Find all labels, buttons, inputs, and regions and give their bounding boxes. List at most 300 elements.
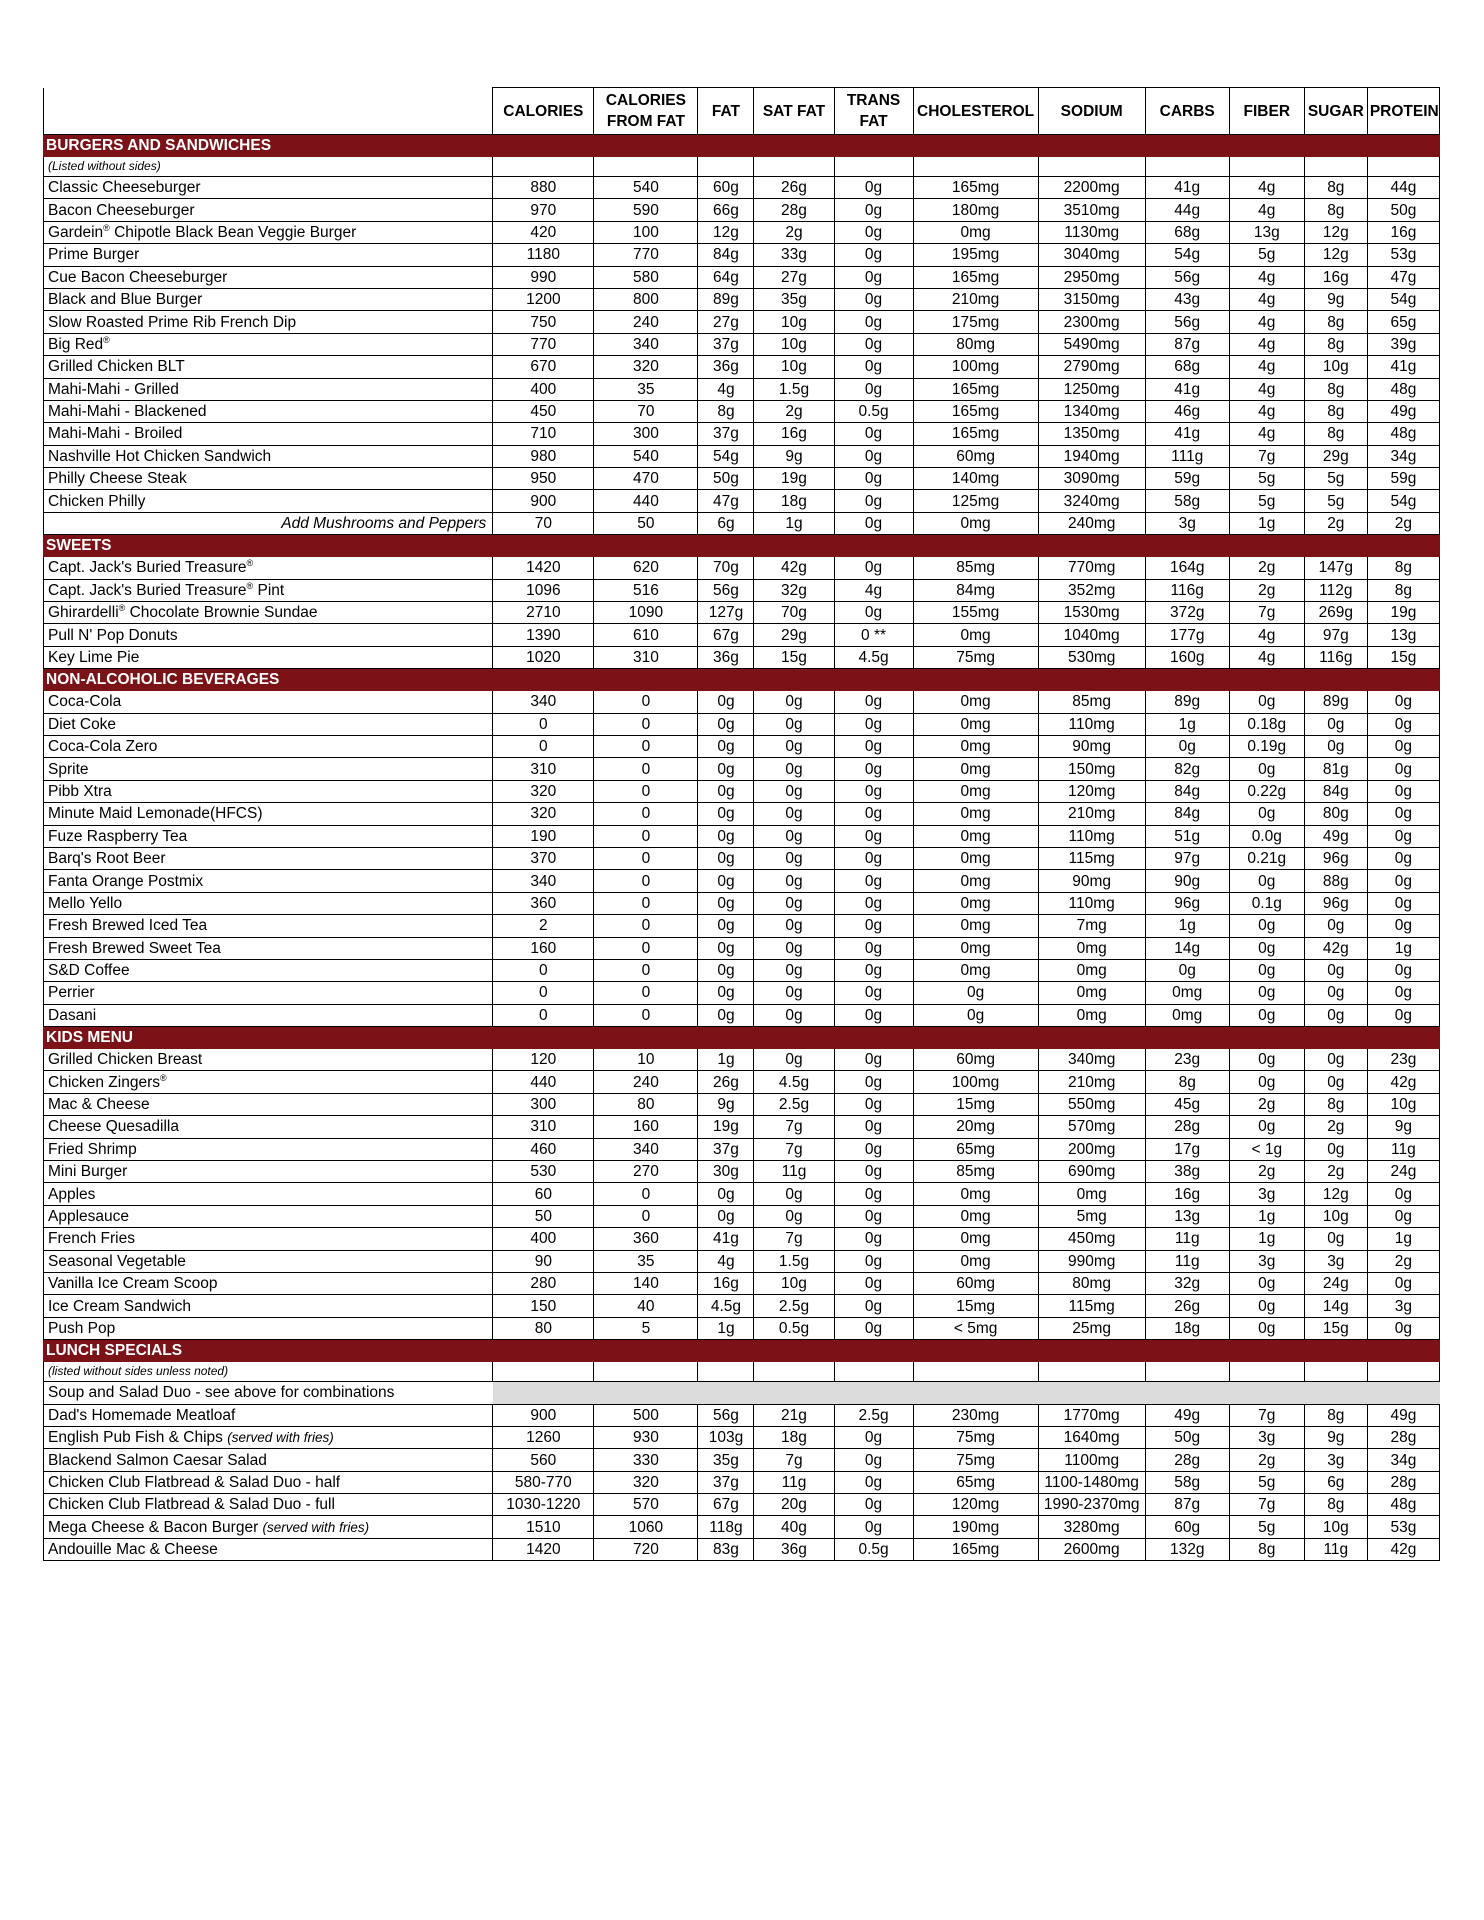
cell-sat-fat: 0g <box>754 803 834 825</box>
item-name-suffix: Chocolate Brownie Sundae <box>125 604 318 622</box>
cell-carbs: 160g <box>1145 646 1229 668</box>
cell-sat-fat: 10g <box>754 1272 834 1294</box>
empty-cell <box>834 157 913 177</box>
section-title: KIDS MENU <box>44 1027 1440 1049</box>
cell-fat: 0g <box>698 1004 754 1026</box>
cell-calories-from-fat: 1060 <box>594 1516 698 1538</box>
item-name-text: Bacon Cheeseburger <box>48 201 195 219</box>
cell-sodium: 2790mg <box>1038 356 1145 378</box>
item-name-text: Black and Blue Burger <box>48 291 203 309</box>
cell-carbs: 111g <box>1145 445 1229 467</box>
cell-calories-from-fat: 610 <box>594 624 698 646</box>
cell-sat-fat: 0.5g <box>754 1317 834 1339</box>
cell-calories-from-fat: 770 <box>594 244 698 266</box>
cell-fiber: 0g <box>1229 1004 1304 1026</box>
cell-cholesterol: 0mg <box>913 825 1038 847</box>
cell-calories-from-fat: 0 <box>594 735 698 757</box>
cell-carbs: 116g <box>1145 579 1229 601</box>
cell-trans-fat: 0g <box>834 602 913 624</box>
cell-trans-fat: 0g <box>834 758 913 780</box>
cell-sugar: 3g <box>1304 1449 1367 1471</box>
cell-sodium: 115mg <box>1038 1295 1145 1317</box>
item-name <box>44 982 493 1004</box>
header-trans-fat: TRANS FAT <box>834 88 913 135</box>
item-name <box>44 1138 493 1160</box>
cell-calories-from-fat: 320 <box>594 356 698 378</box>
cell-cholesterol: 65mg <box>913 1471 1038 1493</box>
cell-calories-from-fat: 0 <box>594 870 698 892</box>
cell-calories: 770 <box>493 333 594 355</box>
cell-calories: 320 <box>493 803 594 825</box>
item-name-text: Chicken Club Flatbread & Salad Duo - half <box>48 1473 341 1491</box>
cell-fat: 37g <box>698 1471 754 1493</box>
empty-cell <box>913 1362 1038 1382</box>
cell-protein: 0g <box>1367 825 1439 847</box>
cell-fat: 0g <box>698 982 754 1004</box>
cell-calories-from-fat: 50 <box>594 512 698 534</box>
item-name-text: French Fries <box>48 1230 135 1248</box>
item-name-text: Fresh Brewed Iced Tea <box>48 917 208 935</box>
cell-carbs: 89g <box>1145 691 1229 713</box>
cell-sat-fat: 2g <box>754 400 834 422</box>
cell-sugar: 8g <box>1304 400 1367 422</box>
cell-sodium: 1940mg <box>1038 445 1145 467</box>
cell-calories: 1420 <box>493 1538 594 1560</box>
cell-fat: 83g <box>698 1538 754 1560</box>
cell-protein: 50g <box>1367 199 1439 221</box>
cell-sodium: 0mg <box>1038 1183 1145 1205</box>
cell-sugar: 8g <box>1304 311 1367 333</box>
cell-fiber: < 1g <box>1229 1138 1304 1160</box>
section-note-row <box>44 157 1440 177</box>
cell-carbs: 87g <box>1145 333 1229 355</box>
cell-fiber: 5g <box>1229 1516 1304 1538</box>
cell-fat: 0g <box>698 691 754 713</box>
cell-calories-from-fat: 540 <box>594 177 698 199</box>
cell-calories: 440 <box>493 1071 594 1093</box>
header-calories-from-fat: CALORIES FROM FAT <box>594 88 698 135</box>
cell-trans-fat: 0g <box>834 1161 913 1183</box>
cell-carbs: 1g <box>1145 915 1229 937</box>
cell-sat-fat: 1.5g <box>754 1250 834 1272</box>
item-name-text: Cheese Quesadilla <box>48 1118 179 1136</box>
cell-calories: 880 <box>493 177 594 199</box>
item-name <box>44 780 493 802</box>
cell-cholesterol: 165mg <box>913 378 1038 400</box>
cell-fiber: 5g <box>1229 490 1304 512</box>
cell-fiber: 0g <box>1229 1116 1304 1138</box>
cell-sat-fat: 29g <box>754 624 834 646</box>
table-row <box>44 1071 1440 1093</box>
cell-sugar: 8g <box>1304 199 1367 221</box>
cell-protein: 13g <box>1367 624 1439 646</box>
cell-calories: 1390 <box>493 624 594 646</box>
section-header-row <box>44 1027 1440 1049</box>
cell-cholesterol: 60mg <box>913 445 1038 467</box>
item-name-text: Key Lime Pie <box>48 649 140 666</box>
cell-trans-fat: 0g <box>834 311 913 333</box>
cell-sodium: 1100-1480mg <box>1038 1471 1145 1493</box>
cell-sodium: 0mg <box>1038 982 1145 1004</box>
cell-trans-fat: 0g <box>834 288 913 310</box>
cell-fiber: 0g <box>1229 758 1304 780</box>
cell-calories-from-fat: 0 <box>594 892 698 914</box>
cell-protein: 0g <box>1367 758 1439 780</box>
item-name <box>44 892 493 914</box>
table-row <box>44 1516 1440 1538</box>
cell-sodium: 0mg <box>1038 937 1145 959</box>
table-row <box>44 1004 1440 1026</box>
table-row <box>44 892 1440 914</box>
cell-fiber: 13g <box>1229 221 1304 243</box>
cell-calories-from-fat: 930 <box>594 1426 698 1448</box>
cell-fat: 12g <box>698 221 754 243</box>
cell-trans-fat: 4g <box>834 579 913 601</box>
cell-calories-from-fat: 0 <box>594 803 698 825</box>
cell-protein: 0g <box>1367 847 1439 869</box>
cell-carbs: 14g <box>1145 937 1229 959</box>
table-row <box>44 915 1440 937</box>
cell-trans-fat: 0g <box>834 803 913 825</box>
cell-fat: 41g <box>698 1228 754 1250</box>
item-name-text: Vanilla Ice Cream Scoop <box>48 1275 218 1293</box>
header-protein: PROTEIN <box>1367 88 1439 135</box>
item-name-note: (served with fries) <box>262 1519 370 1535</box>
cell-sodium: 240mg <box>1038 512 1145 534</box>
cell-sat-fat: 11g <box>754 1161 834 1183</box>
item-name-text: Philly Cheese Steak <box>48 470 187 488</box>
cell-calories-from-fat: 340 <box>594 1138 698 1160</box>
cell-fat: 0g <box>698 915 754 937</box>
empty-cell <box>594 157 698 177</box>
registered-mark: ® <box>246 580 254 591</box>
registered-mark: ® <box>160 1072 167 1083</box>
item-name <box>44 378 493 400</box>
item-name <box>44 445 493 467</box>
cell-fiber: 4g <box>1229 177 1304 199</box>
cell-cholesterol: 60mg <box>913 1272 1038 1294</box>
cell-sat-fat: 0g <box>754 1183 834 1205</box>
cell-fat: 0g <box>698 780 754 802</box>
cell-protein: 1g <box>1367 1228 1439 1250</box>
cell-cholesterol: 0mg <box>913 892 1038 914</box>
cell-sugar: 97g <box>1304 624 1367 646</box>
cell-cholesterol: 165mg <box>913 266 1038 288</box>
cell-calories-from-fat: 1090 <box>594 602 698 624</box>
cell-sodium: 90mg <box>1038 735 1145 757</box>
cell-cholesterol: 0mg <box>913 1228 1038 1250</box>
cell-protein: 54g <box>1367 490 1439 512</box>
cell-sugar: 49g <box>1304 825 1367 847</box>
cell-fiber: 4g <box>1229 624 1304 646</box>
cell-sugar: 6g <box>1304 1471 1367 1493</box>
cell-calories-from-fat: 160 <box>594 1116 698 1138</box>
cell-carbs: 51g <box>1145 825 1229 847</box>
cell-calories-from-fat: 0 <box>594 959 698 981</box>
cell-fiber: 0g <box>1229 915 1304 937</box>
cell-protein: 0g <box>1367 915 1439 937</box>
cell-fat: 37g <box>698 1138 754 1160</box>
cell-calories: 0 <box>493 713 594 735</box>
cell-cholesterol: 75mg <box>913 1426 1038 1448</box>
cell-sat-fat: 7g <box>754 1138 834 1160</box>
cell-sat-fat: 11g <box>754 1471 834 1493</box>
cell-trans-fat: 0g <box>834 378 913 400</box>
item-name <box>44 400 493 422</box>
item-name <box>44 221 493 243</box>
cell-carbs: 28g <box>1145 1116 1229 1138</box>
cell-calories: 980 <box>493 445 594 467</box>
cell-fiber: 4g <box>1229 356 1304 378</box>
cell-sugar: 8g <box>1304 177 1367 199</box>
cell-calories-from-fat: 240 <box>594 311 698 333</box>
cell-trans-fat: 0g <box>834 959 913 981</box>
section-title: BURGERS AND SANDWICHES <box>44 135 1440 157</box>
cell-sat-fat: 10g <box>754 356 834 378</box>
cell-fat: 103g <box>698 1426 754 1448</box>
cell-protein: 48g <box>1367 423 1439 445</box>
cell-fiber: 0g <box>1229 937 1304 959</box>
empty-cell <box>834 1362 913 1382</box>
table-row <box>44 870 1440 892</box>
cell-carbs: 41g <box>1145 423 1229 445</box>
cell-calories-from-fat: 0 <box>594 713 698 735</box>
cell-fat: 89g <box>698 288 754 310</box>
cell-sodium: 1040mg <box>1038 624 1145 646</box>
cell-sugar: 0g <box>1304 1138 1367 1160</box>
cell-protein: 34g <box>1367 445 1439 467</box>
item-name <box>44 1093 493 1115</box>
item-name <box>44 1295 493 1317</box>
item-name-text: Big Red <box>48 335 104 353</box>
item-name <box>44 1494 493 1516</box>
cell-calories: 560 <box>493 1449 594 1471</box>
registered-mark: ® <box>118 603 126 614</box>
cell-fat: 0g <box>698 825 754 847</box>
item-name-text: Mac & Cheese <box>48 1096 150 1114</box>
cell-fat: 4.5g <box>698 1295 754 1317</box>
table-body <box>44 135 1440 1561</box>
cell-protein: 39g <box>1367 333 1439 355</box>
table-row <box>44 221 1440 243</box>
cell-protein: 8g <box>1367 557 1439 579</box>
cell-calories-from-fat: 0 <box>594 915 698 937</box>
table-row <box>44 244 1440 266</box>
cell-sugar: 147g <box>1304 557 1367 579</box>
item-name <box>44 423 493 445</box>
cell-calories-from-fat: 0 <box>594 1205 698 1227</box>
cell-trans-fat: 0g <box>834 1471 913 1493</box>
item-name-text: Slow Roasted Prime Rib French Dip <box>48 313 297 331</box>
cell-sat-fat: 70g <box>754 602 834 624</box>
item-name-text: Classic Cheeseburger <box>48 179 201 197</box>
cell-sugar: 12g <box>1304 244 1367 266</box>
cell-fiber: 0.22g <box>1229 780 1304 802</box>
cell-sugar: 2g <box>1304 1116 1367 1138</box>
cell-sodium: 3150mg <box>1038 288 1145 310</box>
item-name <box>44 288 493 310</box>
cell-sodium: 1340mg <box>1038 400 1145 422</box>
cell-sat-fat: 26g <box>754 177 834 199</box>
cell-trans-fat: 0.5g <box>834 400 913 422</box>
registered-mark: ® <box>246 558 254 569</box>
cell-fiber: 4g <box>1229 288 1304 310</box>
cell-trans-fat: 0g <box>834 1228 913 1250</box>
cell-sodium: 25mg <box>1038 1317 1145 1339</box>
cell-sodium: 1990-2370mg <box>1038 1494 1145 1516</box>
cell-sat-fat: 40g <box>754 1516 834 1538</box>
cell-carbs: 54g <box>1145 244 1229 266</box>
cell-calories-from-fat: 140 <box>594 1272 698 1294</box>
cell-calories: 150 <box>493 1295 594 1317</box>
cell-protein: 0g <box>1367 780 1439 802</box>
table-row <box>44 1228 1440 1250</box>
cell-carbs: 0g <box>1145 735 1229 757</box>
cell-sat-fat: 18g <box>754 1426 834 1448</box>
item-name-text: Mahi-Mahi - Blackened <box>48 403 207 421</box>
empty-cell <box>754 1362 834 1382</box>
item-name <box>44 735 493 757</box>
cell-fiber: 0.0g <box>1229 825 1304 847</box>
item-name-suffix: Pint <box>253 581 285 599</box>
cell-sodium: 2600mg <box>1038 1538 1145 1560</box>
cell-calories-from-fat: 470 <box>594 468 698 490</box>
cell-sodium: 80mg <box>1038 1272 1145 1294</box>
cell-fiber: 4g <box>1229 333 1304 355</box>
cell-carbs: 0mg <box>1145 1004 1229 1026</box>
table-row <box>44 423 1440 445</box>
table-row <box>44 445 1440 467</box>
cell-protein: 11g <box>1367 1138 1439 1160</box>
cell-calories: 90 <box>493 1250 594 1272</box>
cell-protein: 0g <box>1367 735 1439 757</box>
header-cholesterol: CHOLESTEROL <box>913 88 1038 135</box>
cell-protein: 19g <box>1367 602 1439 624</box>
cell-calories: 1260 <box>493 1426 594 1448</box>
cell-sugar: 10g <box>1304 356 1367 378</box>
empty-cell <box>1229 1362 1304 1382</box>
cell-trans-fat: 0g <box>834 780 913 802</box>
item-name-text: Diet Coke <box>48 715 117 733</box>
empty-cell <box>1367 157 1439 177</box>
cell-fat: 0g <box>698 803 754 825</box>
cell-sat-fat: 4.5g <box>754 1071 834 1093</box>
item-name-text: Barq's Root Beer <box>48 850 166 868</box>
cell-protein: 24g <box>1367 1161 1439 1183</box>
item-name <box>44 1205 493 1227</box>
cell-sugar: 29g <box>1304 445 1367 467</box>
cell-sat-fat: 1.5g <box>754 378 834 400</box>
cell-calories: 320 <box>493 780 594 802</box>
cell-sugar: 8g <box>1304 1404 1367 1426</box>
cell-calories-from-fat: 516 <box>594 579 698 601</box>
cell-fat: 56g <box>698 579 754 601</box>
cell-calories: 670 <box>493 356 594 378</box>
cell-fat: 64g <box>698 266 754 288</box>
cell-calories-from-fat: 580 <box>594 266 698 288</box>
cell-trans-fat: 0g <box>834 177 913 199</box>
cell-calories-from-fat: 540 <box>594 445 698 467</box>
cell-sodium: 210mg <box>1038 803 1145 825</box>
cell-fiber: 0g <box>1229 870 1304 892</box>
cell-protein: 2g <box>1367 1250 1439 1272</box>
header-calories: CALORIES <box>493 88 594 135</box>
cell-sat-fat: 32g <box>754 579 834 601</box>
cell-protein: 59g <box>1367 468 1439 490</box>
cell-fiber: 1g <box>1229 1205 1304 1227</box>
cell-sat-fat: 7g <box>754 1228 834 1250</box>
cell-protein: 0g <box>1367 1317 1439 1339</box>
cell-fat: 0g <box>698 937 754 959</box>
cell-sodium: 7mg <box>1038 915 1145 937</box>
cell-sat-fat: 15g <box>754 646 834 668</box>
cell-sugar: 2g <box>1304 1161 1367 1183</box>
item-name-text: Mega Cheese & Bacon Burger <box>48 1518 259 1536</box>
cell-sodium: 210mg <box>1038 1071 1145 1093</box>
cell-calories-from-fat: 0 <box>594 691 698 713</box>
item-name-text: Coca-Cola <box>48 693 122 711</box>
cell-protein: 15g <box>1367 646 1439 668</box>
cell-sat-fat: 0g <box>754 691 834 713</box>
item-name <box>44 557 493 579</box>
cell-cholesterol: 80mg <box>913 333 1038 355</box>
cell-sugar: 8g <box>1304 1093 1367 1115</box>
cell-calories: 1020 <box>493 646 594 668</box>
cell-cholesterol: 0mg <box>913 758 1038 780</box>
item-name-text: Mahi-Mahi - Grilled <box>48 380 179 398</box>
cell-calories-from-fat: 300 <box>594 423 698 445</box>
cell-sat-fat: 20g <box>754 1494 834 1516</box>
cell-protein: 1g <box>1367 937 1439 959</box>
item-name-text: Chicken Club Flatbread & Salad Duo - full <box>48 1496 335 1514</box>
cell-sodium: 1770mg <box>1038 1404 1145 1426</box>
table-row <box>44 982 1440 1004</box>
cell-trans-fat: 0g <box>834 356 913 378</box>
item-name-text: Dad's Homemade Meatloaf <box>48 1406 236 1424</box>
cell-sodium: 770mg <box>1038 557 1145 579</box>
cell-trans-fat: 0g <box>834 199 913 221</box>
cell-calories-from-fat: 70 <box>594 400 698 422</box>
cell-cholesterol: 60mg <box>913 1049 1038 1071</box>
item-name <box>44 870 493 892</box>
empty-cell <box>1038 1362 1145 1382</box>
cell-sat-fat: 10g <box>754 333 834 355</box>
cell-calories: 360 <box>493 892 594 914</box>
cell-fiber: 0g <box>1229 803 1304 825</box>
cell-protein: 41g <box>1367 356 1439 378</box>
cell-sodium: 690mg <box>1038 1161 1145 1183</box>
cell-sodium: 150mg <box>1038 758 1145 780</box>
cell-calories: 190 <box>493 825 594 847</box>
item-name-text: Gardein <box>48 223 104 241</box>
table-row <box>44 959 1440 981</box>
section-header-row <box>44 1340 1440 1362</box>
cell-calories: 370 <box>493 847 594 869</box>
cell-calories: 160 <box>493 937 594 959</box>
cell-cholesterol: 0mg <box>913 780 1038 802</box>
cell-cholesterol: 100mg <box>913 1071 1038 1093</box>
cell-cholesterol: 0g <box>913 982 1038 1004</box>
table-row <box>44 847 1440 869</box>
cell-carbs: 96g <box>1145 892 1229 914</box>
cell-fiber: 0.18g <box>1229 713 1304 735</box>
cell-sugar: 2g <box>1304 512 1367 534</box>
item-name-text: Applesauce <box>48 1207 130 1225</box>
cell-protein: 16g <box>1367 221 1439 243</box>
table-row <box>44 1205 1440 1227</box>
empty-cell <box>1145 157 1229 177</box>
cell-fiber: 0g <box>1229 982 1304 1004</box>
